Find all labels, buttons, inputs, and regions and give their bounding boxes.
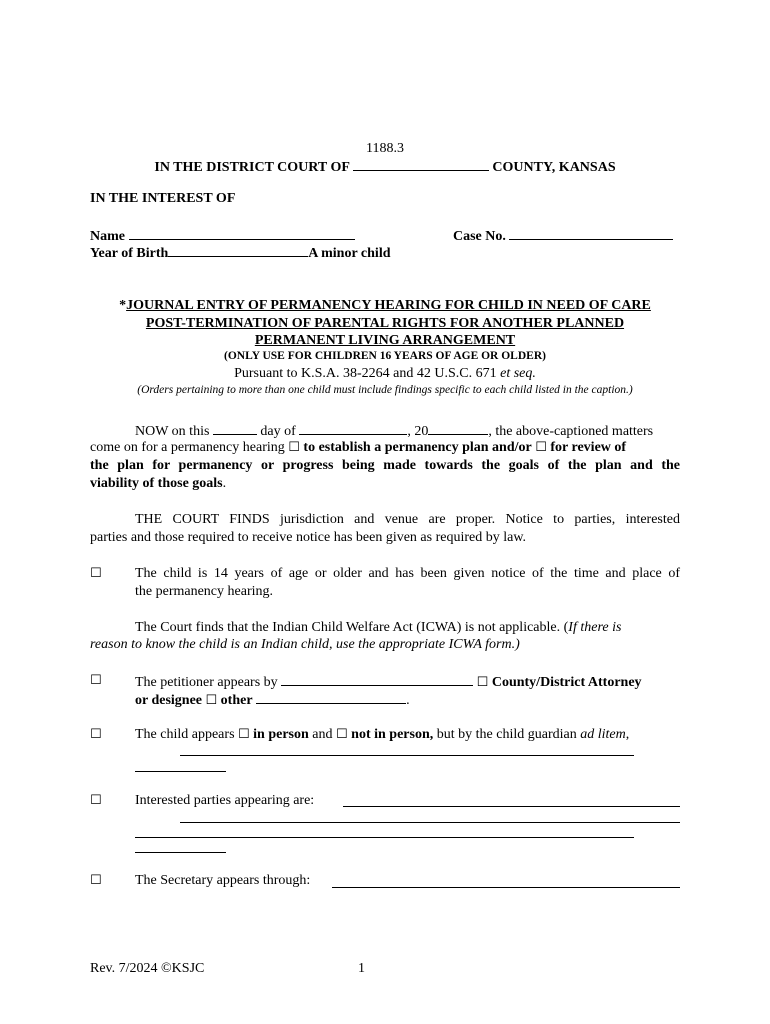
revision-footer: Rev. 7/2024 ©KSJC: [90, 961, 205, 976]
name-blank[interactable]: [129, 227, 355, 240]
interest-of-label: IN THE INTEREST OF: [90, 191, 236, 206]
title-text-1: JOURNAL ENTRY OF PERMANENCY HEARING FOR CHILD IN NEED OF CARE: [126, 298, 651, 313]
intro-line-3: the plan for permanency or progress being made towards the goals of the plan and the: [90, 458, 680, 473]
interested-blank-1[interactable]: [343, 806, 680, 807]
orders-note: (Orders pertaining to more than one child must include findings specific to each child listed in the caption.): [137, 384, 633, 396]
name-label: Name: [90, 229, 125, 244]
child-appears-line: [135, 727, 629, 743]
year-blank[interactable]: [428, 422, 488, 435]
county-attorney-checkbox[interactable]: ☐: [476, 675, 489, 690]
in-person-text: in person: [253, 727, 309, 742]
title-asterisk: *: [119, 298, 127, 313]
not-in-person-checkbox[interactable]: ☐: [336, 727, 348, 742]
intro-line-2: [90, 440, 626, 456]
other-blank[interactable]: [256, 691, 406, 704]
child-appears-checkbox[interactable]: ☐: [90, 727, 102, 742]
now-on-text: NOW on this: [135, 424, 210, 439]
establish-checkbox[interactable]: ☐: [288, 440, 300, 455]
interested-checkbox[interactable]: ☐: [90, 793, 102, 808]
secretary-checkbox[interactable]: ☐: [90, 873, 102, 888]
county-attorney-text: County/District Attorney: [491, 675, 642, 690]
review-checkbox[interactable]: ☐: [535, 440, 547, 455]
pursuant-text: Pursuant to K.S.A. 38-2264 and 42 U.S.C. 671: [234, 366, 497, 381]
icwa-italic: If there is: [568, 620, 622, 635]
petitioner-line-2: or designee ☐ other .: [135, 693, 410, 708]
or-designee-text: or designee: [135, 693, 203, 708]
child-appears-text: The child appears: [135, 727, 235, 742]
month-blank[interactable]: [299, 422, 407, 435]
petitioner-text: The petitioner appears by: [135, 675, 278, 690]
guardian-blank-1[interactable]: [180, 755, 634, 756]
intro-period: .: [222, 476, 227, 491]
intro-line-1: [135, 422, 653, 440]
hearing-text: come on for a permanency hearing: [90, 440, 285, 455]
establish-text: to establish a permanency plan and/or: [303, 440, 532, 455]
in-person-checkbox[interactable]: ☐: [238, 727, 250, 742]
interested-blank-4[interactable]: [135, 852, 226, 853]
secretary-blank[interactable]: [332, 887, 680, 888]
yob-row: [90, 244, 391, 262]
review-text: for review of: [550, 440, 627, 455]
icwa-line-2: reason to know the child is an Indian child, use the appropriate ICWA form.): [90, 637, 520, 652]
petitioner-blank[interactable]: [281, 673, 473, 686]
court-finds-line-2: parties and those required to receive notice has been given as required by law.: [90, 530, 527, 545]
other-text: other: [220, 693, 253, 708]
case-number-blank[interactable]: [509, 227, 673, 240]
court-heading: [0, 158, 770, 176]
case-label: Case No.: [453, 229, 506, 244]
icwa-text: The Court finds that the Indian Child Welfare Act (ICWA) is not applicable. (: [135, 620, 569, 635]
intro-line-4: [90, 476, 226, 492]
court-finds-line-1: THE COURT FINDS jurisdiction and venue are proper. Notice to parties, interested: [135, 512, 680, 527]
yob-blank[interactable]: [168, 244, 308, 257]
interested-blank-2[interactable]: [180, 822, 680, 823]
title-line-2: POST-TERMINATION OF PARENTAL RIGHTS FOR ANOTHER PLANNED: [145, 316, 625, 331]
interested-blank-3[interactable]: [135, 837, 634, 838]
viability-text: viability of those goals: [90, 476, 223, 491]
child-age-checkbox[interactable]: ☐: [90, 566, 102, 581]
county-blank[interactable]: [353, 158, 489, 171]
case-row: [453, 227, 673, 245]
page-number: 1: [358, 961, 365, 976]
other-checkbox[interactable]: ☐: [205, 693, 218, 708]
not-in-person-text: not in person,: [351, 727, 434, 742]
petitioner-checkbox[interactable]: ☐: [90, 673, 102, 688]
court-suffix: COUNTY, KANSAS: [492, 160, 616, 175]
form-number: 1188.3: [366, 141, 404, 156]
day-of-text: day of: [260, 424, 296, 439]
court-prefix: IN THE DISTRICT COURT OF: [154, 160, 350, 175]
captioned-text: , the above-captioned matters: [488, 424, 654, 439]
icwa-line-1: [135, 620, 680, 636]
but-by-text: but by the child guardian: [436, 727, 577, 742]
pursuant-etseq: et seq.: [500, 366, 536, 381]
and-text: and: [312, 727, 333, 742]
ad-litem-text: ad litem: [580, 727, 626, 742]
day-blank[interactable]: [213, 422, 257, 435]
secretary-text: The Secretary appears through:: [135, 873, 311, 888]
comma-text: ,: [625, 727, 630, 742]
only-use-note: (ONLY USE FOR CHILDREN 16 YEARS OF AGE OR OLDER): [224, 350, 546, 362]
child-age-line-2: the permanency hearing.: [135, 584, 273, 599]
pursuant-line: [0, 366, 770, 382]
interested-text: Interested parties appearing are:: [135, 793, 315, 808]
year-prefix: , 20: [407, 424, 429, 439]
child-age-line-1: The child is 14 years of age or older and has been given notice of the time and place of: [135, 566, 680, 581]
title-line-3: PERMANENT LIVING ARRANGEMENT: [254, 333, 516, 348]
minor-label: A minor child: [308, 246, 391, 261]
name-row: [90, 227, 355, 245]
petitioner-line-1: [135, 673, 642, 691]
yob-label: Year of Birth: [90, 246, 169, 261]
title-line-1: [0, 298, 770, 314]
guardian-blank-2[interactable]: [135, 771, 226, 772]
